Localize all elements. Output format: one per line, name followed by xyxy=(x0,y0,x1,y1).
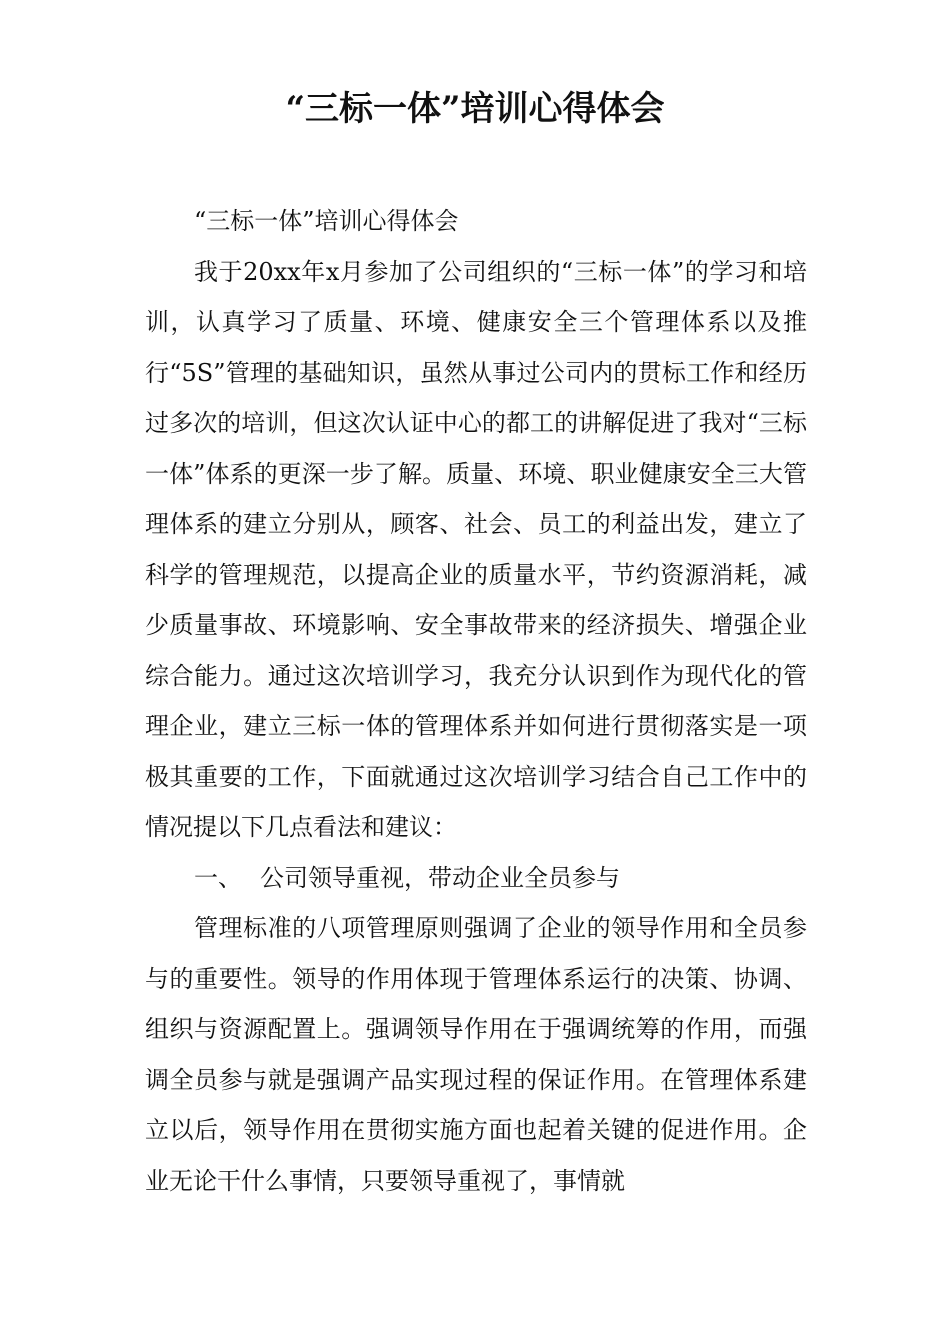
section-paragraph: 管理标准的八项管理原则强调了企业的领导作用和全员参与的重要性。领导的作用体现于管理体系运行的决策、协调、组织与资源配置上。强调领导作用在于强调统筹的作用，而强调全员参与就是强调产品实现过程的保证作用。在管理体系建立以后，领导作用在贯彻实施方面也起着关键的促进作用。企业无论干什么事情，只要领导重视了，事情就 xyxy=(145,914,807,1195)
document-body xyxy=(145,196,807,1206)
section-heading xyxy=(145,853,807,904)
intro-paragraph: 我于20xx年x月参加了公司组织的“三标一体”的学习和培训，认真学习了质量、环境、健康安全三个管理体系以及推行“5S”管理的基础知识，虽然从事过公司内的贯标工作和经历过多次的培训，但这次认证中心的都工的讲解促进了我对“三标一体”体系的更深一步了解。质量、环境、职业健康安全三大管理体系的建立分别从，顾客、社会、员工的利益出发，建立了科学的管理规范，以提高企业的质量水平，节约资源消耗，减少质量事故、环境影响、安全事故带来的经济损失、增强企业综合能力。通过这次培训学习，我充分认识到作为现代化的管理企业，建立三标一体的管理体系并如何进行贯彻落实是一项极其重要的工作，下面就通过这次培训学习结合自己工作中的情况提以下几点看法和建议： xyxy=(145,257,807,841)
document-title: “三标一体”培训心得体会 xyxy=(285,89,665,129)
section-heading-text: 公司领导重视，带动企业全员参与 xyxy=(260,863,620,892)
section-number: 一、 xyxy=(194,863,242,892)
subtitle-paragraph: “三标一体”培训心得体会 xyxy=(194,207,459,235)
